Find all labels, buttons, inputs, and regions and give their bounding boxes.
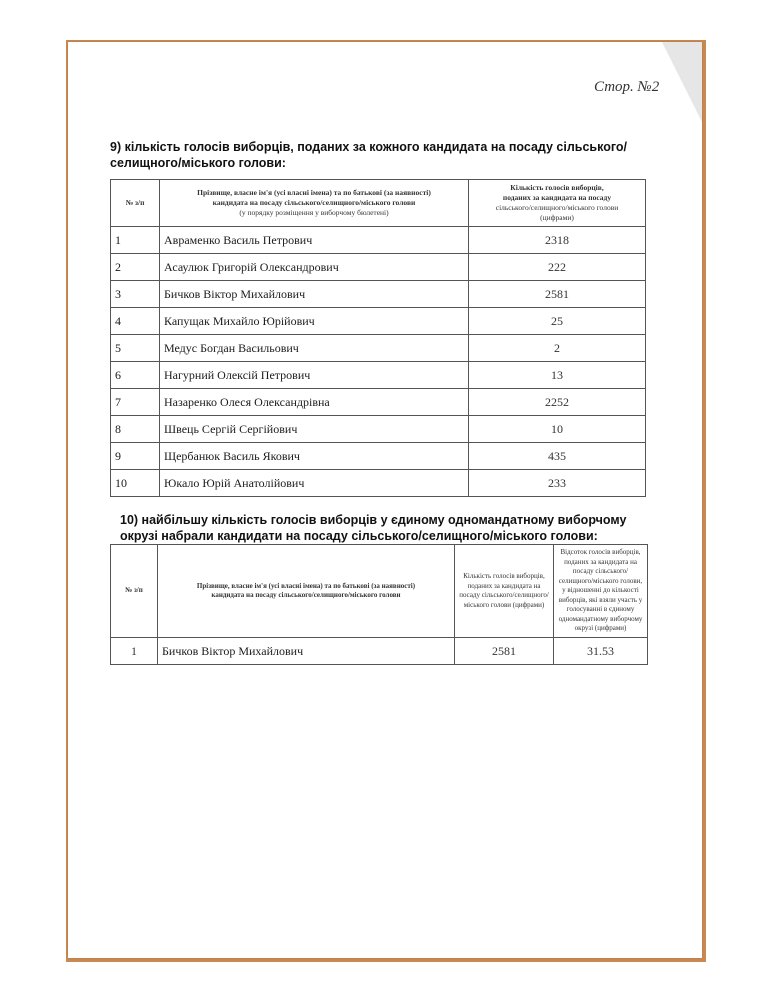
table-row bbox=[111, 335, 646, 362]
candidate-name: Бичков Віктор Михайлович bbox=[158, 638, 455, 665]
candidate-name: Капущак Михайло Юрійович bbox=[160, 308, 469, 335]
vote-count: 2581 bbox=[469, 281, 646, 308]
vote-count: 2581 bbox=[455, 638, 554, 665]
vote-count: 10 bbox=[469, 416, 646, 443]
candidate-name: Бичков Віктор Михайлович bbox=[160, 281, 469, 308]
row-number: 4 bbox=[111, 308, 160, 335]
candidate-votes-table bbox=[110, 179, 646, 497]
table-row bbox=[111, 443, 646, 470]
row-number: 8 bbox=[111, 416, 160, 443]
candidate-name: Швець Сергій Сергійович bbox=[160, 416, 469, 443]
table-header-row bbox=[111, 180, 646, 227]
header-percent: Відсоток голосів виборців, поданих за кандидата на посаду сільського/селищного/міського голови, у відношенні до кількості виборців, які взяли участь у голосуванні в єдиному одномандатному виборчому окрузі (цифрами) bbox=[554, 545, 648, 638]
table-row bbox=[111, 362, 646, 389]
table-row bbox=[111, 416, 646, 443]
row-number: 3 bbox=[111, 281, 160, 308]
section-9-heading: 9) кількість голосів виборців, поданих за кожного кандидата на посаду сільського/селищного/міського голови: bbox=[110, 140, 627, 170]
table-row bbox=[111, 308, 646, 335]
table-row bbox=[111, 638, 648, 665]
header-votes: Кількість голосів виборців, поданих за кандидата на посаду сільського/селищного/міського голови (цифрами) bbox=[455, 545, 554, 638]
row-number: 10 bbox=[111, 470, 160, 497]
table-row bbox=[111, 389, 646, 416]
folded-corner bbox=[662, 42, 702, 122]
vote-count: 2318 bbox=[469, 227, 646, 254]
vote-count: 233 bbox=[469, 470, 646, 497]
candidate-name: Нагурний Олексій Петрович bbox=[160, 362, 469, 389]
header-name: Прізвище, власне ім'я (усі власні імена) та по батькові (за наявності) кандидата на посаду сільського/селищного/міського голови bbox=[158, 545, 455, 638]
header-number: № з/п bbox=[111, 180, 160, 227]
candidate-name: Асаулюк Григорій Олександрович bbox=[160, 254, 469, 281]
section-10-heading: 10) найбільшу кількість голосів виборців у єдиному одномандатному виборчому окрузі набрали кандидати на посаду сільського/селищного/міського голови: bbox=[120, 513, 627, 543]
candidate-name: Юкало Юрій Анатолійович bbox=[160, 470, 469, 497]
candidate-votes-body bbox=[111, 227, 646, 497]
candidate-name: Медус Богдан Васильович bbox=[160, 335, 469, 362]
winners-body bbox=[111, 638, 648, 665]
vote-count: 435 bbox=[469, 443, 646, 470]
vote-count: 25 bbox=[469, 308, 646, 335]
header-votes: Кількість голосів виборців, поданих за кандидата на посаду сільського/селищного/міського голови (цифрами) bbox=[469, 180, 646, 227]
row-number: 1 bbox=[111, 227, 160, 254]
table-header-row bbox=[111, 545, 648, 638]
table-row bbox=[111, 227, 646, 254]
candidate-name: Назаренко Олеся Олександрівна bbox=[160, 389, 469, 416]
candidate-name: Авраменко Василь Петрович bbox=[160, 227, 469, 254]
table-row bbox=[111, 281, 646, 308]
table-row bbox=[111, 470, 646, 497]
vote-count: 2 bbox=[469, 335, 646, 362]
vote-count: 222 bbox=[469, 254, 646, 281]
winners-table bbox=[110, 544, 648, 665]
header-number: № з/п bbox=[111, 545, 158, 638]
row-number: 6 bbox=[111, 362, 160, 389]
vote-count: 13 bbox=[469, 362, 646, 389]
document-page bbox=[68, 42, 702, 958]
row-number: 7 bbox=[111, 389, 160, 416]
row-number: 1 bbox=[111, 638, 158, 665]
table-row bbox=[111, 254, 646, 281]
header-name: Прізвище, власне ім'я (усі власні імена) та по батькові (за наявності) кандидата на посаду сільського/селищного/міського голови (у порядку розміщення у виборчому бюлетені) bbox=[160, 180, 469, 227]
row-number: 5 bbox=[111, 335, 160, 362]
vote-count: 2252 bbox=[469, 389, 646, 416]
row-number: 2 bbox=[111, 254, 160, 281]
page-number: Стор. №2 bbox=[594, 79, 660, 95]
vote-percent: 31.53 bbox=[554, 638, 648, 665]
candidate-name: Щербанюк Василь Якович bbox=[160, 443, 469, 470]
row-number: 9 bbox=[111, 443, 160, 470]
